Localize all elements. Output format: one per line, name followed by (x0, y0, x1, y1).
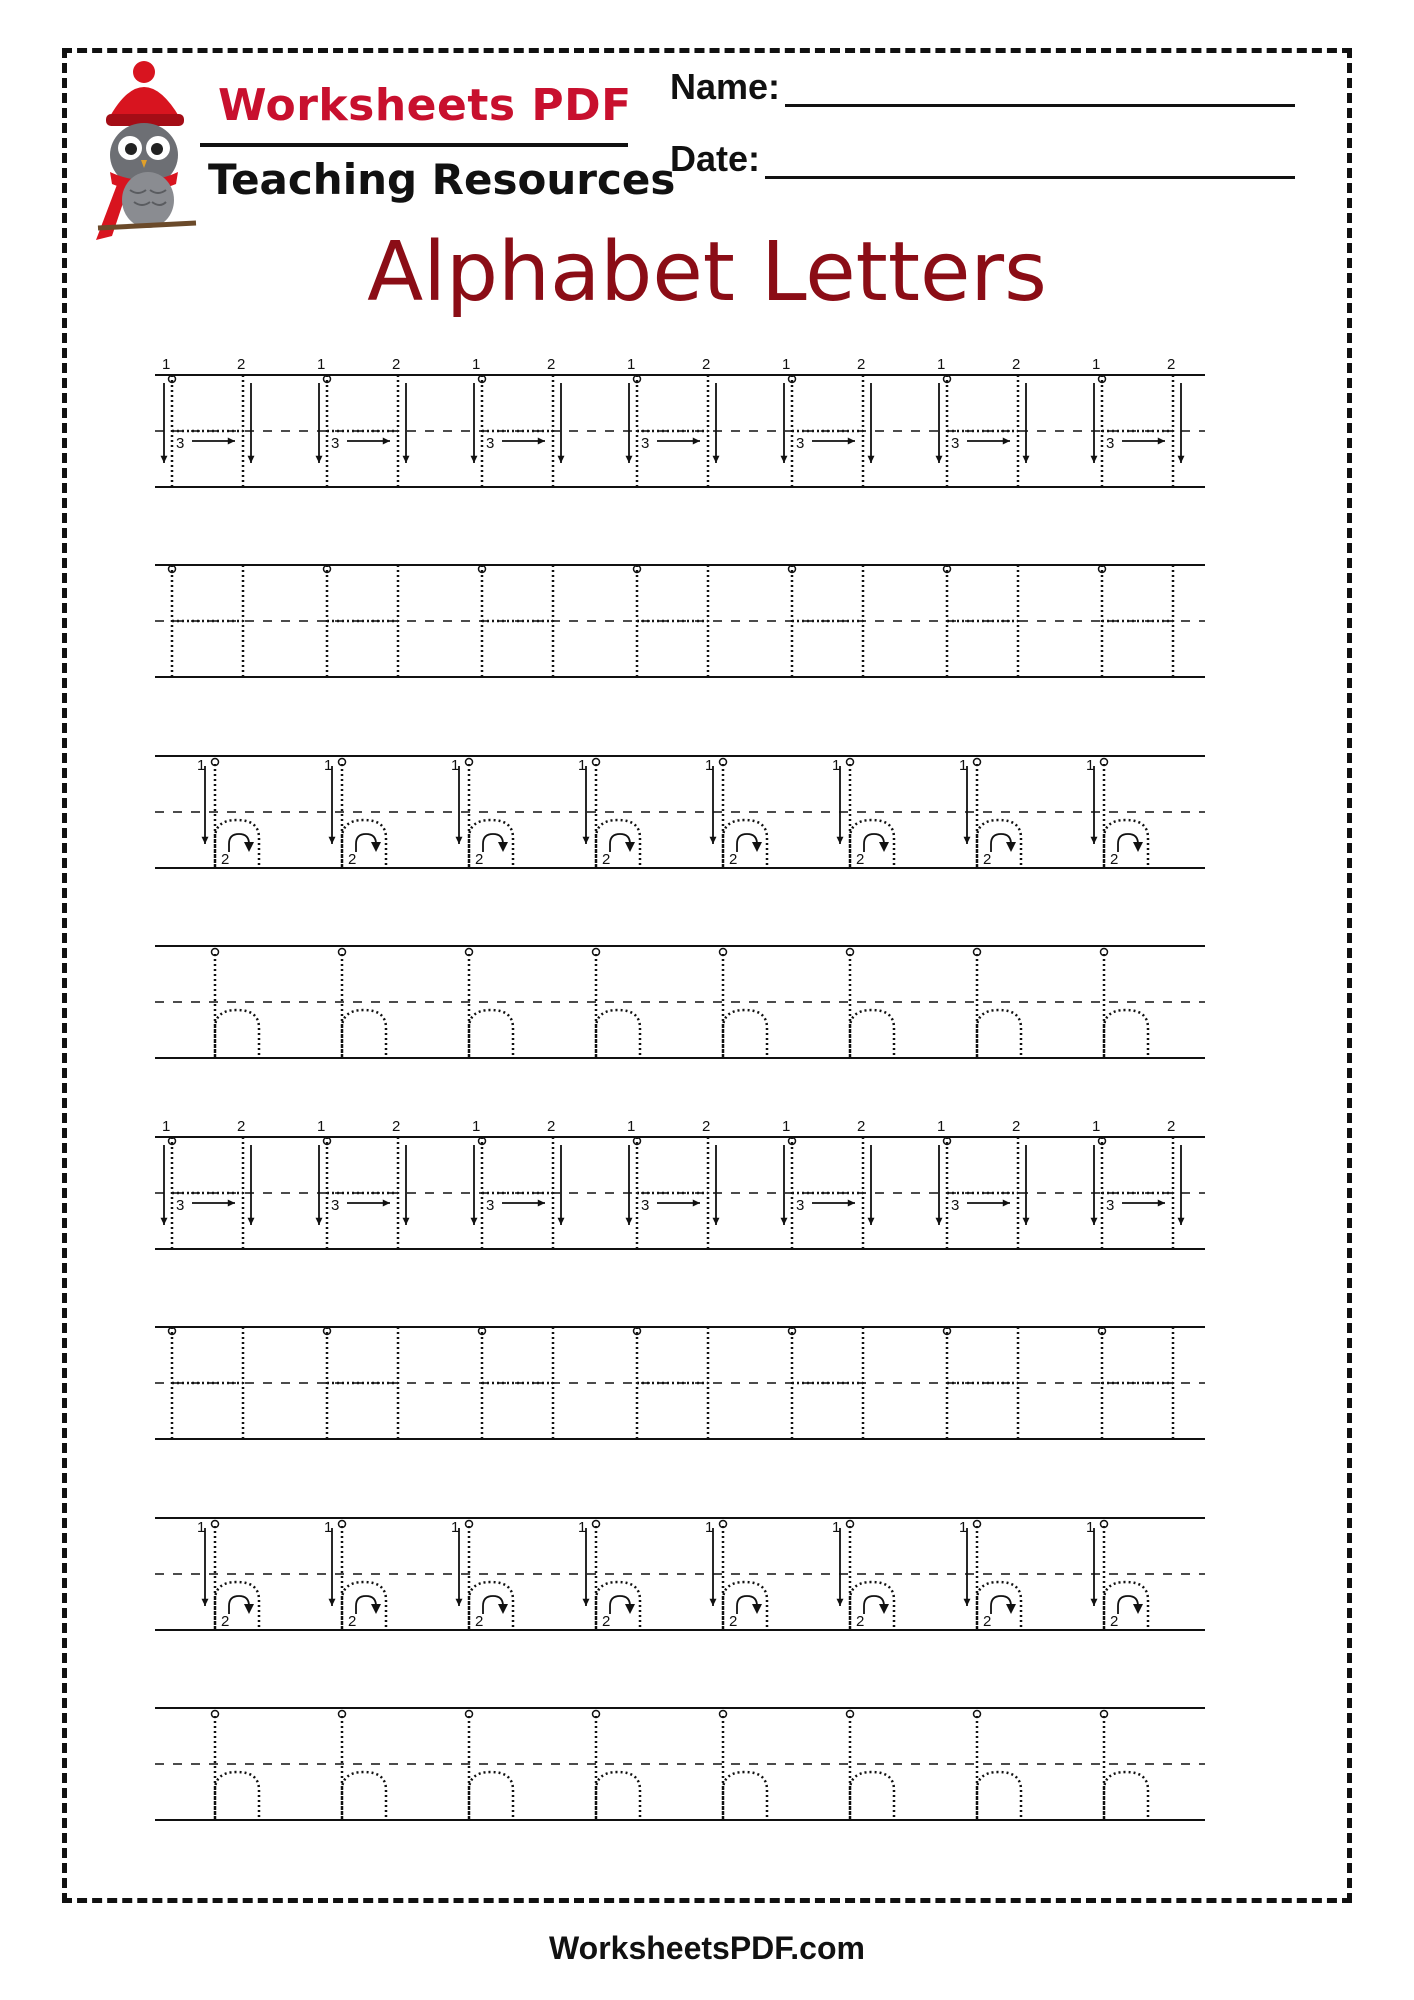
arrow-head-icon (1158, 438, 1165, 445)
stroke-number: 1 (197, 757, 206, 774)
brand-tagline: Teaching Resources (208, 155, 676, 204)
arrow-head-icon (1091, 1218, 1098, 1225)
arrow-head-icon (713, 1218, 720, 1225)
dotted-stroke (342, 1772, 386, 1820)
stroke-number: 2 (856, 851, 865, 868)
stroke-number: 2 (983, 1613, 992, 1630)
stroke-number: 2 (237, 356, 246, 373)
dotted-stroke (1104, 1772, 1148, 1820)
stroke-number: 2 (547, 356, 556, 373)
practice-row (155, 356, 1205, 487)
stroke-number: 2 (1167, 356, 1176, 373)
dotted-stroke (850, 1010, 894, 1058)
arrow-head-icon (471, 456, 478, 463)
dotted-stroke (342, 1010, 386, 1058)
stroke-number: 1 (162, 356, 171, 373)
arrow-head-icon (248, 456, 255, 463)
arrow-head-icon (1178, 1218, 1185, 1225)
brand-name: Worksheets PDF (218, 80, 632, 131)
arrow-head-icon (329, 1599, 336, 1606)
stroke-number: 1 (832, 1519, 841, 1536)
arrow-head-icon (248, 1218, 255, 1225)
arrow-head-icon (625, 842, 635, 852)
practice-row (155, 565, 1205, 677)
stroke-number: 2 (1167, 1118, 1176, 1135)
arrow-head-icon (879, 1604, 889, 1614)
letter-h-trace (720, 949, 768, 1059)
dotted-stroke (977, 1010, 1021, 1058)
stroke-number: 1 (317, 1118, 326, 1135)
stroke-number: 2 (857, 356, 866, 373)
arrow-head-icon (868, 1218, 875, 1225)
stroke-number: 2 (221, 1613, 230, 1630)
practice-row (155, 1118, 1205, 1249)
stroke-number: 2 (1110, 1613, 1119, 1630)
stroke-number: 2 (392, 356, 401, 373)
practice-row (155, 946, 1205, 1058)
practice-row (155, 756, 1205, 868)
arrow-head-icon (558, 1218, 565, 1225)
arrow-head-icon (228, 438, 235, 445)
stroke-number: 2 (237, 1118, 246, 1135)
letter-h-trace (847, 949, 895, 1059)
arrow-head-icon (228, 1200, 235, 1207)
arrow-head-icon (964, 837, 971, 844)
arrow-head-icon (837, 837, 844, 844)
arrow-head-icon (752, 1604, 762, 1614)
stroke-number: 1 (324, 757, 333, 774)
letter-h-trace (974, 949, 1022, 1059)
arrow-head-icon (1133, 1604, 1143, 1614)
stroke-number: 1 (451, 757, 460, 774)
stroke-number: 1 (937, 1118, 946, 1135)
arrow-head-icon (1178, 456, 1185, 463)
letter-h-trace (339, 949, 387, 1059)
practice-row (155, 1327, 1205, 1439)
stroke-number: 1 (705, 1519, 714, 1536)
arrow-head-icon (693, 438, 700, 445)
letter-h-trace (593, 949, 641, 1059)
arrow-head-icon (202, 837, 209, 844)
arrow-head-icon (244, 842, 254, 852)
practice-row (155, 1518, 1205, 1630)
arrow-head-icon (1006, 842, 1016, 852)
arrow-head-icon (371, 842, 381, 852)
stroke-number: 1 (451, 1519, 460, 1536)
name-label: Name: (670, 66, 781, 107)
stroke-number: 1 (1086, 757, 1095, 774)
stroke-number: 2 (475, 1613, 484, 1630)
stroke-number: 1 (937, 356, 946, 373)
letter-h-trace (466, 949, 514, 1059)
stroke-number: 3 (176, 1197, 185, 1214)
letter-h-trace (720, 1711, 768, 1821)
letter-h-trace (212, 1711, 260, 1821)
stroke-number: 3 (641, 1197, 650, 1214)
stroke-number: 3 (641, 435, 650, 452)
arrow-head-icon (558, 456, 565, 463)
arrow-head-icon (1023, 1218, 1030, 1225)
arrow-head-icon (498, 1604, 508, 1614)
stroke-number: 2 (1012, 356, 1021, 373)
arrow-head-icon (837, 1599, 844, 1606)
stroke-number: 1 (197, 1519, 206, 1536)
stroke-number: 1 (578, 757, 587, 774)
dotted-stroke (215, 1772, 259, 1820)
dotted-stroke (215, 1010, 259, 1058)
arrow-head-icon (161, 1218, 168, 1225)
arrow-head-icon (456, 837, 463, 844)
letter-h-trace (466, 1711, 514, 1821)
stroke-number: 2 (702, 356, 711, 373)
dotted-stroke (1104, 1010, 1148, 1058)
stroke-number: 2 (602, 851, 611, 868)
arrow-head-icon (1023, 456, 1030, 463)
dotted-stroke (977, 1772, 1021, 1820)
stroke-number: 1 (705, 757, 714, 774)
dotted-stroke (723, 1772, 767, 1820)
stroke-number: 2 (392, 1118, 401, 1135)
practice-row (155, 1708, 1205, 1820)
arrow-head-icon (626, 456, 633, 463)
arrow-head-icon (244, 1604, 254, 1614)
footer-website: WorksheetsPDF.com (549, 1930, 865, 1966)
stroke-number: 3 (951, 1197, 960, 1214)
arrow-head-icon (403, 1218, 410, 1225)
arrow-head-icon (848, 438, 855, 445)
dotted-stroke (850, 1772, 894, 1820)
stroke-number: 1 (782, 1118, 791, 1135)
arrow-head-icon (1158, 1200, 1165, 1207)
stroke-number: 1 (832, 757, 841, 774)
stroke-number: 3 (951, 435, 960, 452)
stroke-number: 3 (176, 435, 185, 452)
letter-h-trace (339, 1711, 387, 1821)
stroke-number: 1 (1092, 356, 1101, 373)
arrow-head-icon (626, 1218, 633, 1225)
stroke-number: 2 (983, 851, 992, 868)
letter-h-trace (212, 949, 260, 1059)
stroke-number: 2 (729, 851, 738, 868)
letter-h-trace (593, 1711, 641, 1821)
arrow-head-icon (383, 1200, 390, 1207)
stroke-number: 2 (857, 1118, 866, 1135)
arrow-head-icon (848, 1200, 855, 1207)
arrow-head-icon (471, 1218, 478, 1225)
stroke-number: 3 (331, 1197, 340, 1214)
stroke-number: 3 (1106, 1197, 1115, 1214)
stroke-number: 1 (324, 1519, 333, 1536)
stroke-number: 3 (331, 435, 340, 452)
stroke-number: 2 (729, 1613, 738, 1630)
arrow-head-icon (1003, 1200, 1010, 1207)
arrow-head-icon (161, 456, 168, 463)
arrow-head-icon (316, 1218, 323, 1225)
arrow-head-icon (1091, 1599, 1098, 1606)
stroke-number: 1 (162, 1118, 171, 1135)
arrow-head-icon (936, 1218, 943, 1225)
arrow-head-icon (879, 842, 889, 852)
stroke-number: 2 (475, 851, 484, 868)
arrow-head-icon (752, 842, 762, 852)
stroke-number: 1 (627, 356, 636, 373)
stroke-number: 3 (486, 1197, 495, 1214)
stroke-number: 2 (856, 1613, 865, 1630)
letter-h-trace (974, 1711, 1022, 1821)
stroke-number: 1 (1086, 1519, 1095, 1536)
arrow-head-icon (1091, 456, 1098, 463)
arrow-head-icon (710, 837, 717, 844)
stroke-number: 2 (348, 1613, 357, 1630)
arrow-head-icon (625, 1604, 635, 1614)
stroke-number: 1 (317, 356, 326, 373)
arrow-head-icon (456, 1599, 463, 1606)
arrow-head-icon (583, 837, 590, 844)
letter-h-trace (847, 1711, 895, 1821)
dotted-stroke (596, 1010, 640, 1058)
arrow-head-icon (1003, 438, 1010, 445)
stroke-number: 2 (702, 1118, 711, 1135)
stroke-number: 2 (602, 1613, 611, 1630)
arrow-head-icon (1091, 837, 1098, 844)
stroke-number: 1 (472, 1118, 481, 1135)
arrow-head-icon (498, 842, 508, 852)
arrow-head-icon (693, 1200, 700, 1207)
arrow-head-icon (868, 456, 875, 463)
stroke-number: 3 (796, 435, 805, 452)
arrow-head-icon (583, 1599, 590, 1606)
dotted-stroke (596, 1772, 640, 1820)
arrow-head-icon (781, 456, 788, 463)
date-label: Date: (670, 138, 761, 179)
dotted-stroke (469, 1772, 513, 1820)
stroke-number: 3 (1106, 435, 1115, 452)
letter-h-trace (1101, 1711, 1149, 1821)
stroke-number: 1 (472, 356, 481, 373)
dotted-stroke (469, 1010, 513, 1058)
arrow-head-icon (781, 1218, 788, 1225)
arrow-head-icon (1133, 842, 1143, 852)
stroke-number: 1 (959, 757, 968, 774)
arrow-head-icon (383, 438, 390, 445)
stroke-number: 1 (578, 1519, 587, 1536)
letter-h-trace (1101, 949, 1149, 1059)
stroke-number: 2 (1110, 851, 1119, 868)
stroke-number: 1 (627, 1118, 636, 1135)
arrow-head-icon (329, 837, 336, 844)
arrow-head-icon (316, 456, 323, 463)
arrow-head-icon (403, 456, 410, 463)
arrow-head-icon (371, 1604, 381, 1614)
arrow-head-icon (964, 1599, 971, 1606)
stroke-number: 3 (486, 435, 495, 452)
stroke-number: 1 (959, 1519, 968, 1536)
arrow-head-icon (936, 456, 943, 463)
arrow-head-icon (713, 456, 720, 463)
stroke-number: 2 (547, 1118, 556, 1135)
arrow-head-icon (538, 1200, 545, 1207)
page-title: Alphabet Letters (367, 225, 1047, 320)
stroke-number: 2 (221, 851, 230, 868)
arrow-head-icon (538, 438, 545, 445)
arrow-head-icon (710, 1599, 717, 1606)
dotted-stroke (723, 1010, 767, 1058)
stroke-number: 1 (1092, 1118, 1101, 1135)
stroke-number: 2 (1012, 1118, 1021, 1135)
stroke-number: 2 (348, 851, 357, 868)
arrow-head-icon (202, 1599, 209, 1606)
stroke-number: 1 (782, 356, 791, 373)
stroke-number: 3 (796, 1197, 805, 1214)
arrow-head-icon (1006, 1604, 1016, 1614)
